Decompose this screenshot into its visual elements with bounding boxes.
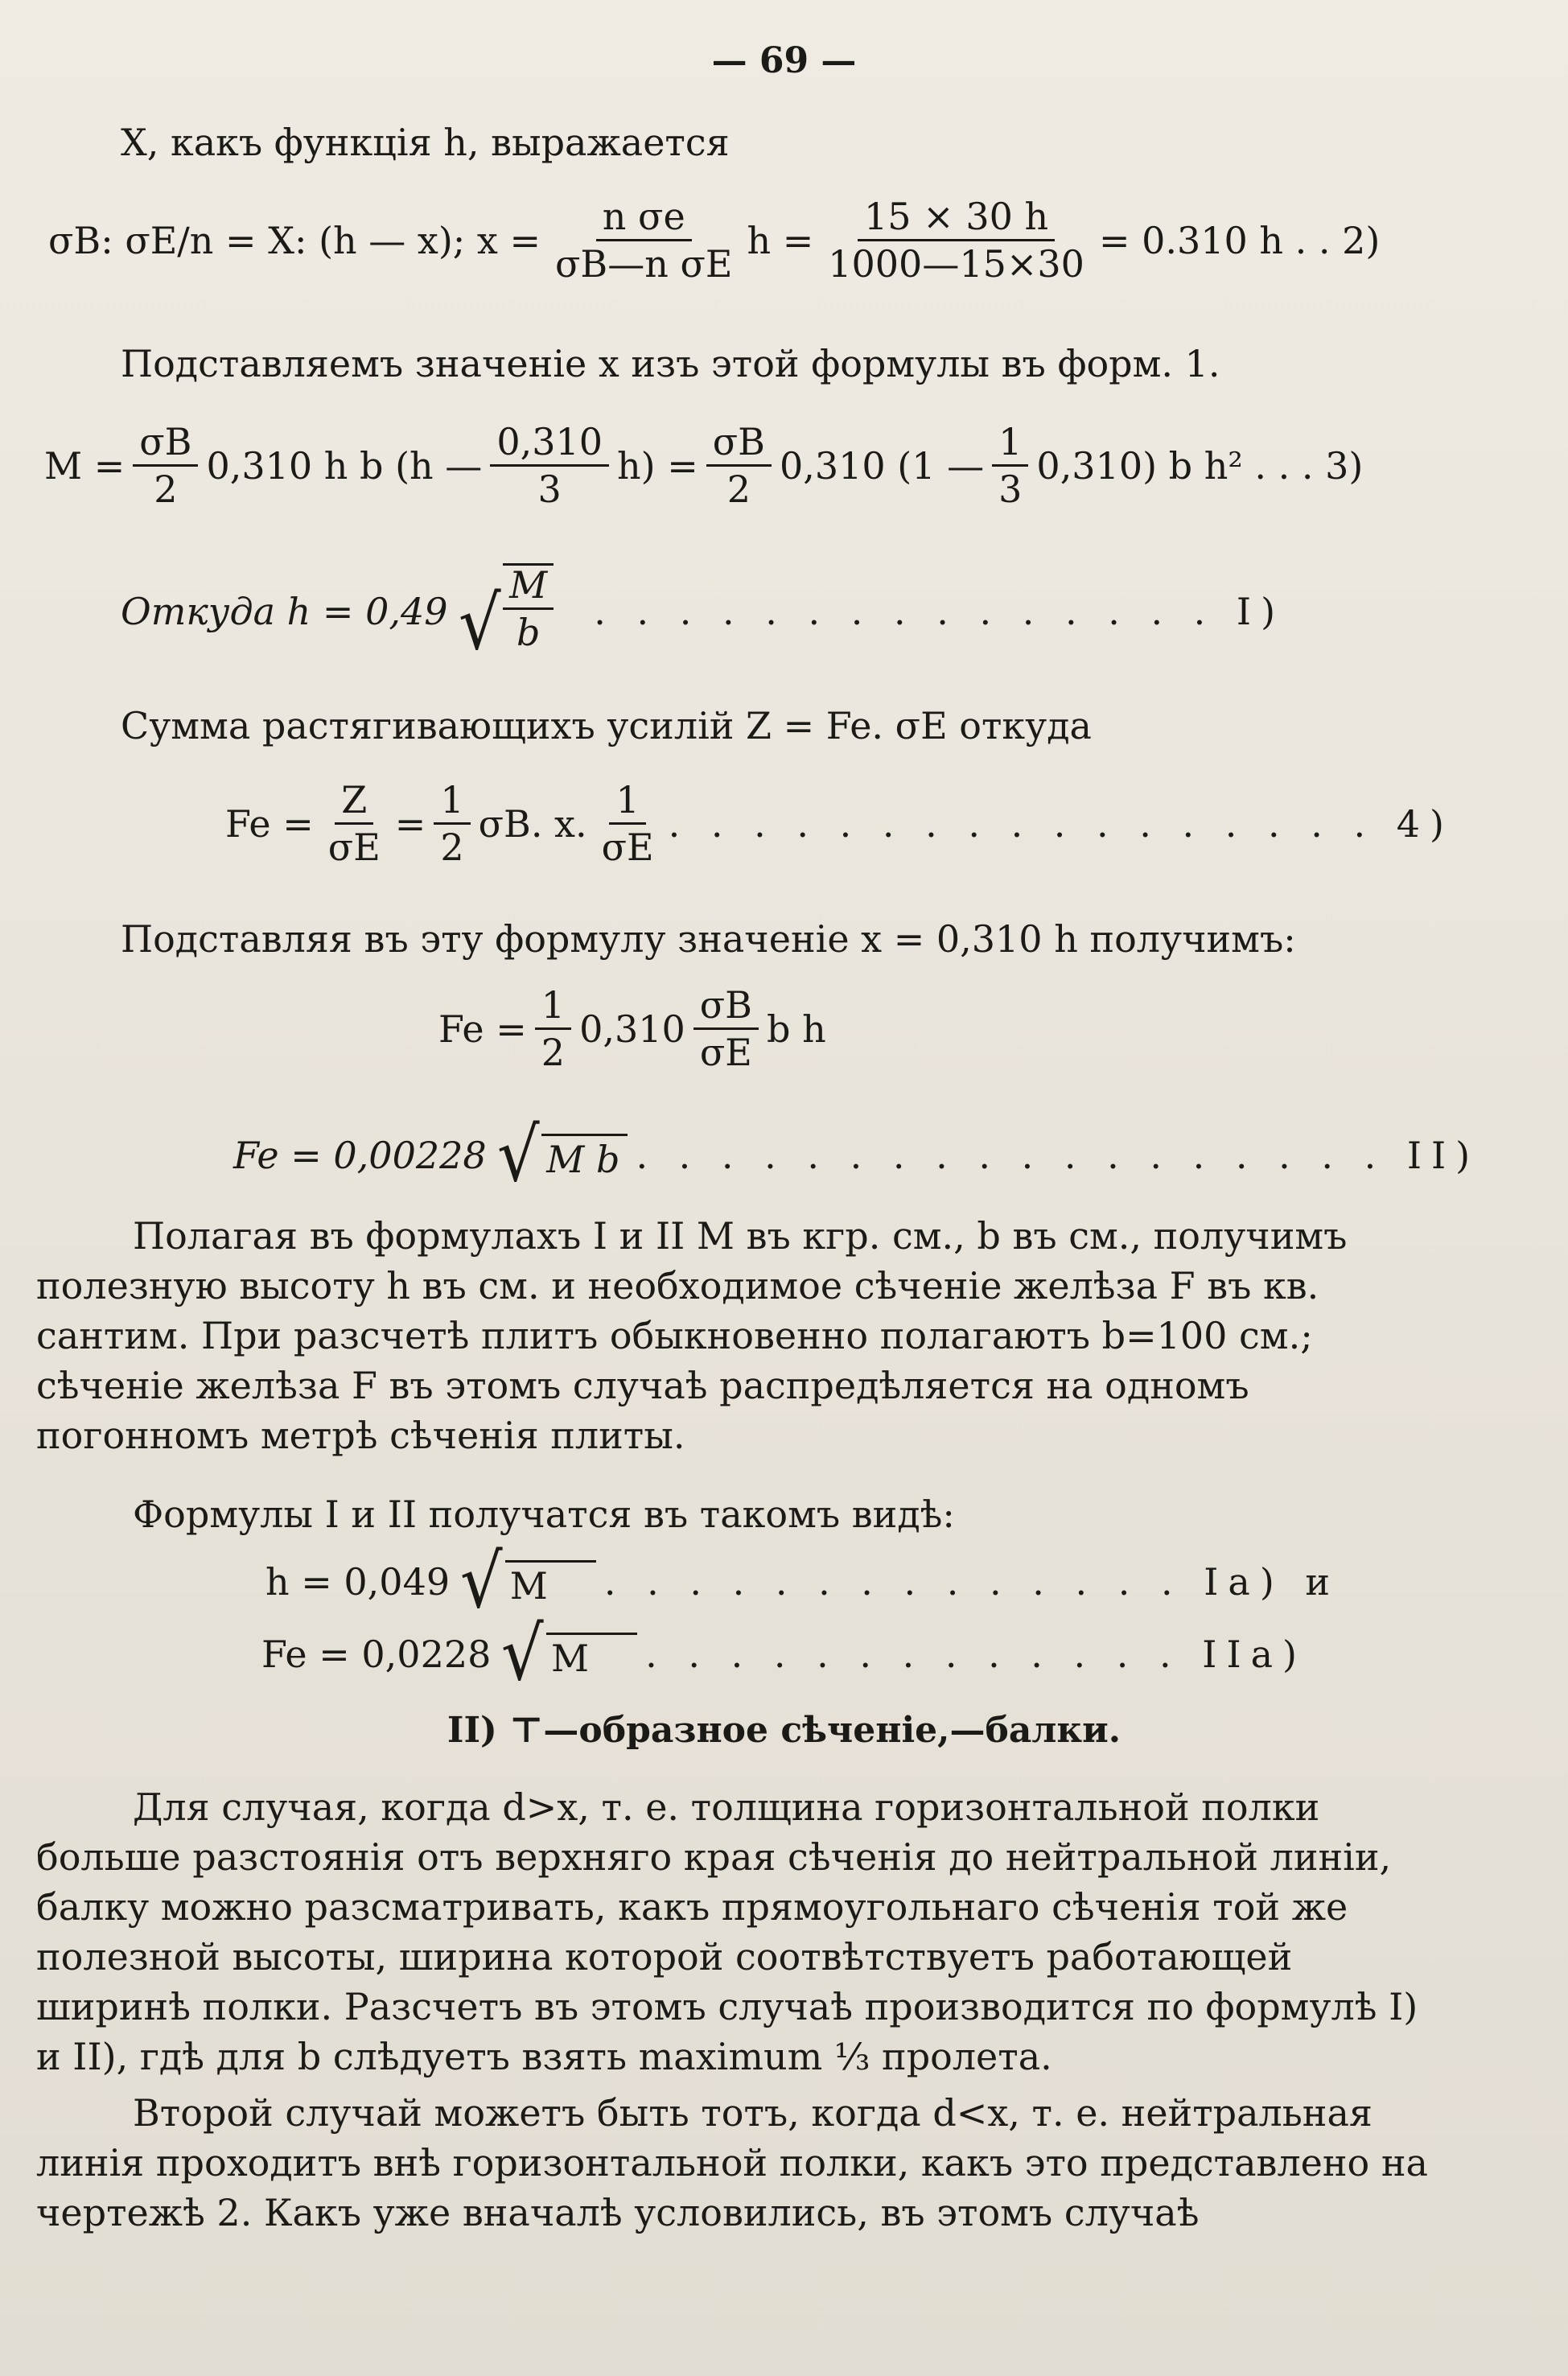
square-root xyxy=(495,1112,628,1198)
leader-dots: . . . . . . . . . . . . . . . I) xyxy=(594,590,1286,634)
radical-sign-icon: √ xyxy=(460,1538,503,1624)
fraction xyxy=(595,778,661,870)
text-line: Сумма растягивающихъ усилій Z = Fe. σE откуда xyxy=(121,704,1092,747)
eq-text: 0,310 xyxy=(579,1007,685,1051)
numerator: 1 xyxy=(535,986,571,1030)
denominator: b xyxy=(516,611,541,655)
page-number: — 69 — xyxy=(711,40,857,81)
eq-text: 0,310 h b (h — xyxy=(206,443,483,488)
eq-text: 0,310) b h² . . . 3) xyxy=(1036,443,1364,488)
leader-dots: . . . . . . . . . . . . . IIa) xyxy=(645,1633,1307,1676)
numerator: σB xyxy=(693,986,759,1030)
denominator: 3 xyxy=(998,467,1023,512)
equation-Ia xyxy=(265,1538,1340,1624)
fraction xyxy=(821,197,1091,284)
eq-text: Fe = 0,0228 xyxy=(261,1633,492,1676)
numerator: σB xyxy=(706,422,772,467)
eq-text: h) = xyxy=(617,443,698,488)
equation-3 xyxy=(44,420,1364,512)
denominator: 1000—15×30 xyxy=(828,242,1084,286)
denominator: σE xyxy=(327,826,381,870)
leader-dots: . . . . . . . . . . . . . . . . . . II) xyxy=(636,1134,1480,1177)
radical-sign-icon: √ xyxy=(458,579,501,666)
fraction xyxy=(322,778,387,870)
denominator: σE xyxy=(699,1031,752,1075)
fraction xyxy=(535,983,571,1075)
fraction xyxy=(693,983,759,1075)
square-root xyxy=(499,1611,637,1697)
numerator: 15 × 30 h xyxy=(858,197,1055,241)
eq-text: b h xyxy=(767,1007,826,1051)
fraction xyxy=(434,778,470,870)
fraction xyxy=(503,563,554,653)
numerator: σB xyxy=(133,422,198,467)
equation-I xyxy=(121,563,1286,666)
radical-sign-icon: √ xyxy=(501,1611,545,1697)
numerator: 1 xyxy=(434,780,470,825)
numerator: M xyxy=(503,566,554,610)
denominator: σB—n σE xyxy=(555,242,733,286)
denominator: 2 xyxy=(154,467,178,512)
denominator: σE xyxy=(601,826,654,870)
eq-text: Откуда h = 0,49 xyxy=(121,590,448,634)
radicand: M xyxy=(546,1633,637,1680)
equation-II xyxy=(233,1112,1480,1198)
fraction xyxy=(133,420,198,512)
section-heading: II) ⊤—образное сѣченіе,—балки. xyxy=(447,1710,1121,1751)
eq-text: Fe = xyxy=(438,1007,527,1051)
fraction xyxy=(490,420,609,512)
equation-IIa xyxy=(261,1611,1307,1697)
denominator: 3 xyxy=(537,467,562,512)
equation-5 xyxy=(438,983,826,1075)
eq-text: h = xyxy=(747,218,814,262)
denominator: 2 xyxy=(541,1031,566,1075)
numerator: 0,310 xyxy=(490,422,609,467)
paragraph: Полагая въ формулахъ I и II M въ кгр. см., b въ см., получимъ полезную высоту h въ см. и необходимое сѣченіе желѣза F въ кв. сантим. При разсчетѣ плитъ обыкновенно полагаютъ b=100 см.; сѣченіе желѣза F въ этомъ случаѣ распредѣляется на одномъ погонномъ метрѣ сѣченія плиты. xyxy=(36,1214,1348,1457)
eq-text: h = 0,049 xyxy=(265,1560,451,1604)
fraction xyxy=(992,420,1028,512)
eq-text: M = xyxy=(44,443,126,488)
radicand: M xyxy=(505,1560,596,1608)
eq-text: = 0.310 h . . 2) xyxy=(1098,218,1381,262)
numerator: Z xyxy=(335,780,373,825)
square-root xyxy=(456,563,554,666)
paragraph: Второй случай можетъ быть тотъ, когда d<x, т. е. нейтральная линія проходитъ внѣ горизонтальной полки, какъ это представлено на чертежѣ 2. Какъ уже вначалѣ условились, въ этомъ случаѣ xyxy=(36,2091,1428,2234)
radicand: M b xyxy=(541,1134,628,1181)
eq-text: Fe = 0,00228 xyxy=(233,1134,487,1177)
eq-text: σB. x. xyxy=(478,801,587,846)
paragraph: Для случая, когда d>x, т. е. толщина горизонтальной полки больше разстоянія отъ верхняго края сѣченія до нейтральной линіи, балку можно разсматривать, какъ прямоугольнаго сѣченія той же полезной высоты, ширина которой соотвѣтствуетъ работающей ширинѣ полки. Разсчетъ въ этомъ случаѣ производится по формулѣ I) и II), гдѣ для b слѣдуетъ взять maximum ⅓ пролета. xyxy=(36,1785,1418,2078)
numerator: 1 xyxy=(609,780,645,825)
fraction xyxy=(706,420,772,512)
equation-4 xyxy=(225,778,1454,870)
leader-dots: . . . . . . . . . . . . . . Ia) и xyxy=(603,1560,1340,1604)
radical-sign-icon: √ xyxy=(496,1112,540,1198)
numerator: 1 xyxy=(992,422,1028,467)
square-root xyxy=(458,1538,596,1624)
text-line: Формулы I и II получатся въ такомъ видѣ: xyxy=(133,1493,955,1536)
numerator: n σe xyxy=(596,197,692,241)
denominator: 2 xyxy=(726,467,751,512)
leader-dots: . . . . . . . . . . . . . . . . . 4) xyxy=(668,801,1454,846)
eq-text: 0,310 (1 — xyxy=(779,443,985,488)
eq-text: = xyxy=(394,801,426,846)
text-line: X, какъ функція h, выражается xyxy=(121,121,730,164)
eq-text: σB: σE/n = X: (h — x); x = xyxy=(48,218,541,262)
text-line: Подставляя въ эту формулу значеніе x = 0,310 h получимъ: xyxy=(121,917,1296,961)
text-line: Подставляемъ значеніе x изъ этой формулы въ форм. 1. xyxy=(121,342,1220,385)
equation-2 xyxy=(48,197,1380,284)
fraction xyxy=(549,197,739,284)
denominator: 2 xyxy=(440,826,464,870)
eq-text: Fe = xyxy=(225,801,314,846)
